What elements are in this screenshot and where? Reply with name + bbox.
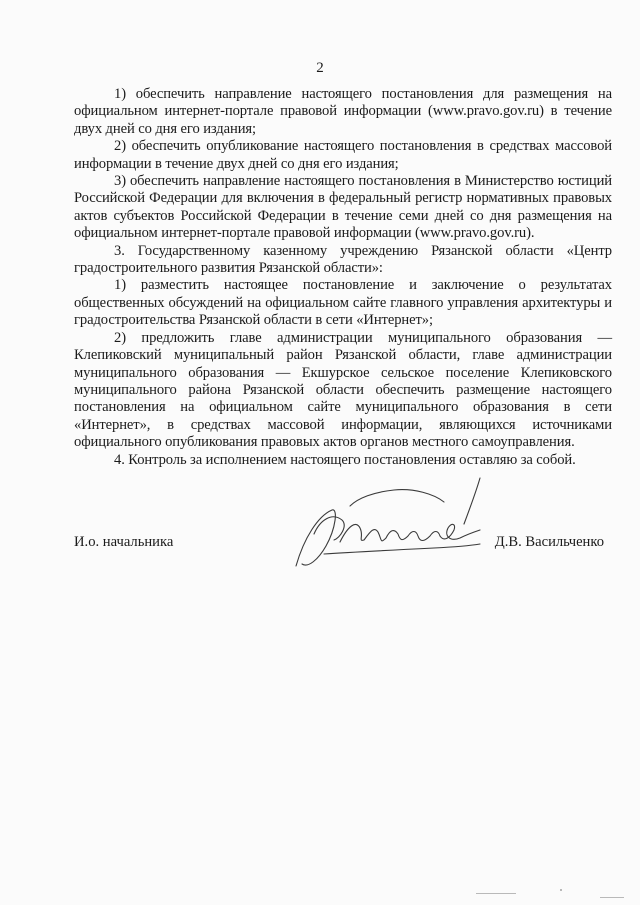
scan-speck: [476, 893, 516, 894]
paragraph-item-4-control: 4. Контроль за исполнением настоящего постановления оставляю за собой.: [114, 451, 576, 468]
document-body: [74, 86, 612, 469]
paragraph-3-ministry-justice: 3) обеспечить направление настоящего постановления в Министерство юстиций Российской Федерации для включения в федеральный регистр нормативных правовых актов субъектов Российской Федерации в течение семи дней со дня размещения на официальном интернет-портале правовой информации (www.pravo.gov.ru).: [74, 173, 612, 242]
paragraph-item-3-gku: 3. Государственному казенному учреждению Рязанской области «Центр градостроительного развития Рязанской области»:: [74, 242, 612, 277]
signatory-position: И.о. начальника: [74, 534, 174, 550]
page-number: 2: [316, 60, 324, 76]
scan-speck: [560, 889, 562, 891]
paragraph-1-publish-pravo: 1) обеспечить направление настоящего постановления для размещения на официальном интернет-портале правовой информации (www.pravo.gov.ru) в течение двух дней со дня его издания;: [74, 86, 612, 137]
signature-row: [74, 534, 612, 558]
signatory-name: Д.В. Васильченко: [494, 534, 604, 550]
paragraph-2-publish-media: 2) обеспечить опубликование настоящего постановления в средствах массовой информации в течение двух дней со дня его издания;: [74, 138, 612, 172]
paragraph-gku-2-propose-heads: 2) предложить главе администрации муниципального образования — Клепиковский муниципальный район Рязанской области, главе администрации муниципального образования — Екшурское сельское поселение Клепиковского муниципального района Рязанской области обеспечить размещение настоящего постановления на официальном сайте муниципального образования в сети «Интернет», в средствах массовой информации, являющихся источниками официального опубликования правовых актов органов местного самоуправления.: [74, 329, 612, 451]
paragraph-gku-1-publish-site: 1) разместить настоящее постановление и заключение о результатах общественных обсуждений на официальном сайте главного управления архитектуры и градостроительства Рязанской области в сети «Интернет»;: [74, 277, 612, 329]
handwritten-signature: [284, 468, 484, 578]
scan-speck: [600, 897, 624, 898]
